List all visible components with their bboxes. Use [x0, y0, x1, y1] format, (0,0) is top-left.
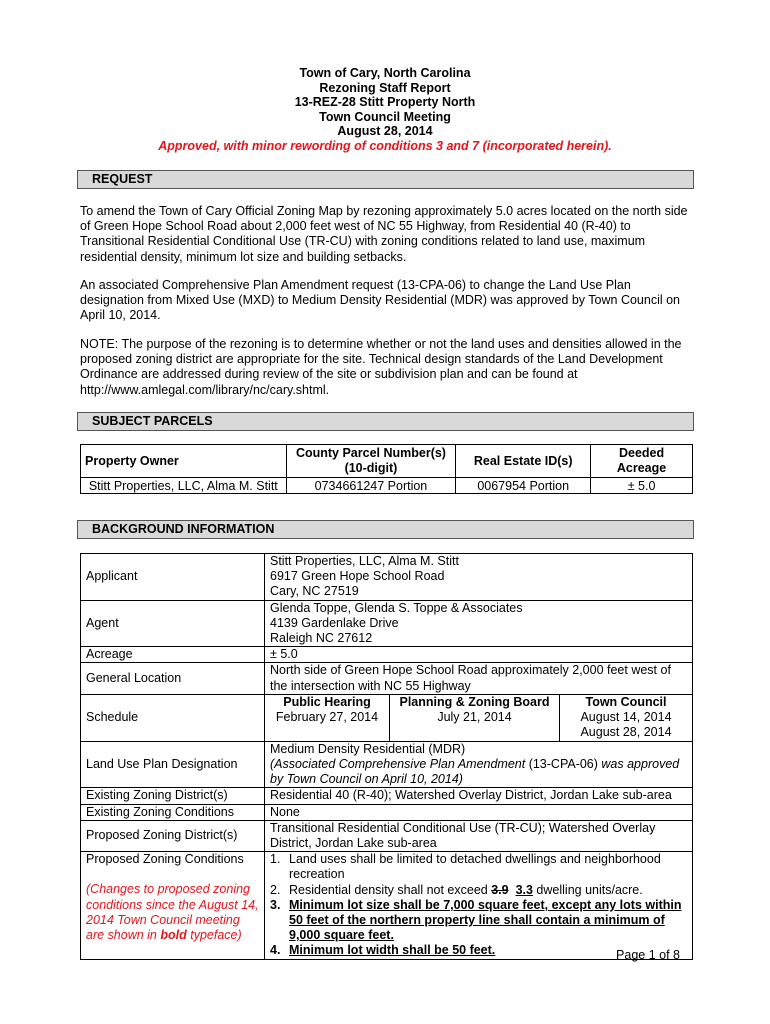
schedule-label: Schedule [81, 694, 265, 741]
town-council-date-2: August 28, 2014 [580, 725, 672, 740]
agent-label: Agent [81, 600, 265, 647]
agent-city: Raleigh NC 27612 [270, 631, 373, 646]
header-case-number: 13-REZ-28 Stitt Property North [294, 95, 476, 110]
table-row [81, 554, 693, 601]
agent-street: 4139 Gardenlake Drive [270, 615, 399, 630]
lup-note-part-1: (Associated Comprehensive Plan Amendment [270, 757, 526, 772]
existing-conditions-label: Existing Zoning Conditions [81, 804, 265, 820]
applicant-city: Cary, NC 27519 [270, 584, 359, 599]
header-town: Town of Cary, North Carolina [299, 66, 471, 80]
deleted-density-value: 3.9 [491, 882, 509, 897]
land-use-plan-value [265, 741, 693, 788]
subject-parcels-heading: SUBJECT PARCELS [77, 412, 694, 431]
schedule-grid [265, 695, 692, 741]
table-row [81, 600, 693, 647]
change-note-bold: bold [160, 928, 187, 943]
request-paragraph-1: To amend the Town of Cary Official Zoning Map by rezoning approximately 5.0 acres located on the north side of Green Hope School Road about 2,000 feet west of NC 55 Highway, from Residential 40 (R-40) to Transitional Residential Conditional Use (TR-CU) with zoning conditions related to land use, maximum residential density, minimum lot size and building setbacks. [80, 204, 688, 264]
header-date: August 28, 2014 [337, 124, 433, 139]
applicant-value [265, 554, 693, 601]
lup-note-case: (13-CPA-06) [525, 757, 602, 772]
condition-2-text: Residential density shall not exceed [289, 882, 492, 897]
table-row [81, 852, 693, 960]
schedule-town-council [560, 695, 692, 741]
location-value: North side of Green Hope School Road approximately 2,000 feet west of the intersection with NC 55 Highway [265, 663, 693, 694]
column-header-real-estate-id: Real Estate ID(s) [456, 445, 591, 478]
table-row [81, 694, 693, 741]
acreage-value: ± 5.0 [265, 647, 693, 663]
table-row [81, 788, 693, 804]
change-note-text: (Changes to proposed zoning conditions since the August 14, 2014 Town Council meeting are shown in [86, 882, 259, 943]
applicant-name: Stitt Properties, LLC, Alma M. Stitt [270, 554, 459, 568]
town-council-title: Town Council [585, 695, 667, 710]
condition-number: 2. [270, 882, 281, 897]
change-note-end: typeface) [186, 928, 242, 943]
proposed-zoning-label: Proposed Zoning District(s) [81, 820, 265, 851]
land-use-plan-designation: Medium Density Residential (MDR) [270, 741, 466, 756]
table-row [81, 647, 693, 663]
background-heading: BACKGROUND INFORMATION [77, 520, 694, 539]
condition-text: Land uses shall be limited to detached dwellings and neighborhood recreation [289, 852, 661, 882]
subject-parcels-table [80, 444, 693, 494]
public-hearing-date: February 27, 2014 [275, 710, 379, 725]
condition-number: 3. [270, 897, 281, 912]
cell-owner: Stitt Properties, LLC, Alma M. Stitt [81, 478, 287, 494]
list-item [270, 898, 687, 944]
schedule-value [265, 694, 693, 741]
condition-text: Minimum lot size shall be 7,000 square feet, except any lots within 50 feet of the northern property line shall contain a minimum of 9,000 square feet. [289, 897, 682, 943]
table-row [81, 478, 693, 494]
header-meeting: Town Council Meeting [319, 109, 451, 124]
column-header-acreage: Deeded Acreage [591, 445, 693, 478]
conditions-list [270, 852, 687, 958]
cell-acreage: ± 5.0 [591, 478, 693, 494]
agent-name: Glenda Toppe, Glenda S. Toppe & Associates [270, 600, 523, 615]
existing-zoning-label: Existing Zoning District(s) [81, 788, 265, 804]
location-label: General Location [81, 663, 265, 694]
list-item [270, 852, 687, 882]
background-table [80, 553, 693, 960]
town-council-date-1: August 14, 2014 [580, 710, 672, 725]
cell-real-estate-id: 0067954 Portion [456, 478, 591, 494]
applicant-street: 6917 Green Hope School Road [270, 569, 445, 584]
land-use-plan-note [270, 757, 687, 787]
lup-note-part-2: was approved by Town Council on April 10, 2014) [270, 757, 680, 787]
request-paragraph-2: An associated Comprehensive Plan Amendment request (13-CPA-06) to change the Land Use Plan designation from Mixed Use (MXD) to Medium Density Residential (MDR) was approved by Town Council on April 10, 2014. [80, 278, 681, 323]
acreage-label: Acreage [81, 647, 265, 663]
condition-text: Minimum lot width shall be 50 feet. [289, 943, 496, 958]
existing-zoning-value: Residential 40 (R-40); Watershed Overlay District, Jordan Lake sub-area [265, 788, 693, 804]
land-use-plan-label: Land Use Plan Designation [81, 741, 265, 788]
agent-value [265, 600, 693, 647]
column-header-owner: Property Owner [81, 445, 287, 478]
planning-zoning-date: July 21, 2014 [437, 710, 512, 725]
cell-parcel-number: 0734661247 Portion [286, 478, 456, 494]
public-hearing-title: Public Hearing [283, 695, 371, 710]
planning-zoning-title: Planning & Zoning Board [399, 695, 550, 710]
proposed-conditions-change-note [86, 882, 259, 943]
column-header-parcel-number: County Parcel Number(s) (10-digit) [286, 445, 456, 478]
request-heading: REQUEST [77, 170, 694, 189]
existing-conditions-value: None [265, 804, 693, 820]
schedule-planning-zoning [390, 695, 560, 741]
new-density-value: 3.3 [515, 882, 533, 897]
table-row [81, 820, 693, 851]
report-header [0, 66, 770, 154]
table-row [81, 804, 693, 820]
condition-number: 4. [270, 943, 281, 958]
request-note-paragraph: NOTE: The purpose of the rezoning is to determine whether or not the land uses and densities allowed in the proposed zoning district are appropriate for the site. Technical design standards of the Land Development Ordinance are addressed during review of the site or subdivision plan and can be found at http://www.amlegal.com/library/nc/cary.shtml. [80, 337, 682, 397]
proposed-zoning-value: Transitional Residential Conditional Use (TR-CU); Watershed Overlay District, Jordan Lake sub-area [265, 820, 693, 851]
proposed-conditions-label: Proposed Zoning Conditions [86, 852, 244, 867]
page-number: Page 1 of 8 [616, 948, 680, 962]
applicant-label: Applicant [81, 554, 265, 601]
approval-note: Approved, with minor rewording of conditions 3 and 7 (incorporated herein). [158, 138, 612, 153]
table-row [81, 663, 693, 694]
condition-text [289, 883, 643, 898]
list-item [270, 883, 687, 898]
condition-2-end: dwelling units/acre. [532, 882, 643, 897]
condition-number: 1. [270, 852, 281, 867]
proposed-conditions-value [265, 852, 693, 960]
proposed-conditions-label-cell [81, 852, 265, 960]
schedule-public-hearing [265, 695, 390, 741]
header-report-type: Rezoning Staff Report [319, 80, 451, 95]
table-row [81, 741, 693, 788]
